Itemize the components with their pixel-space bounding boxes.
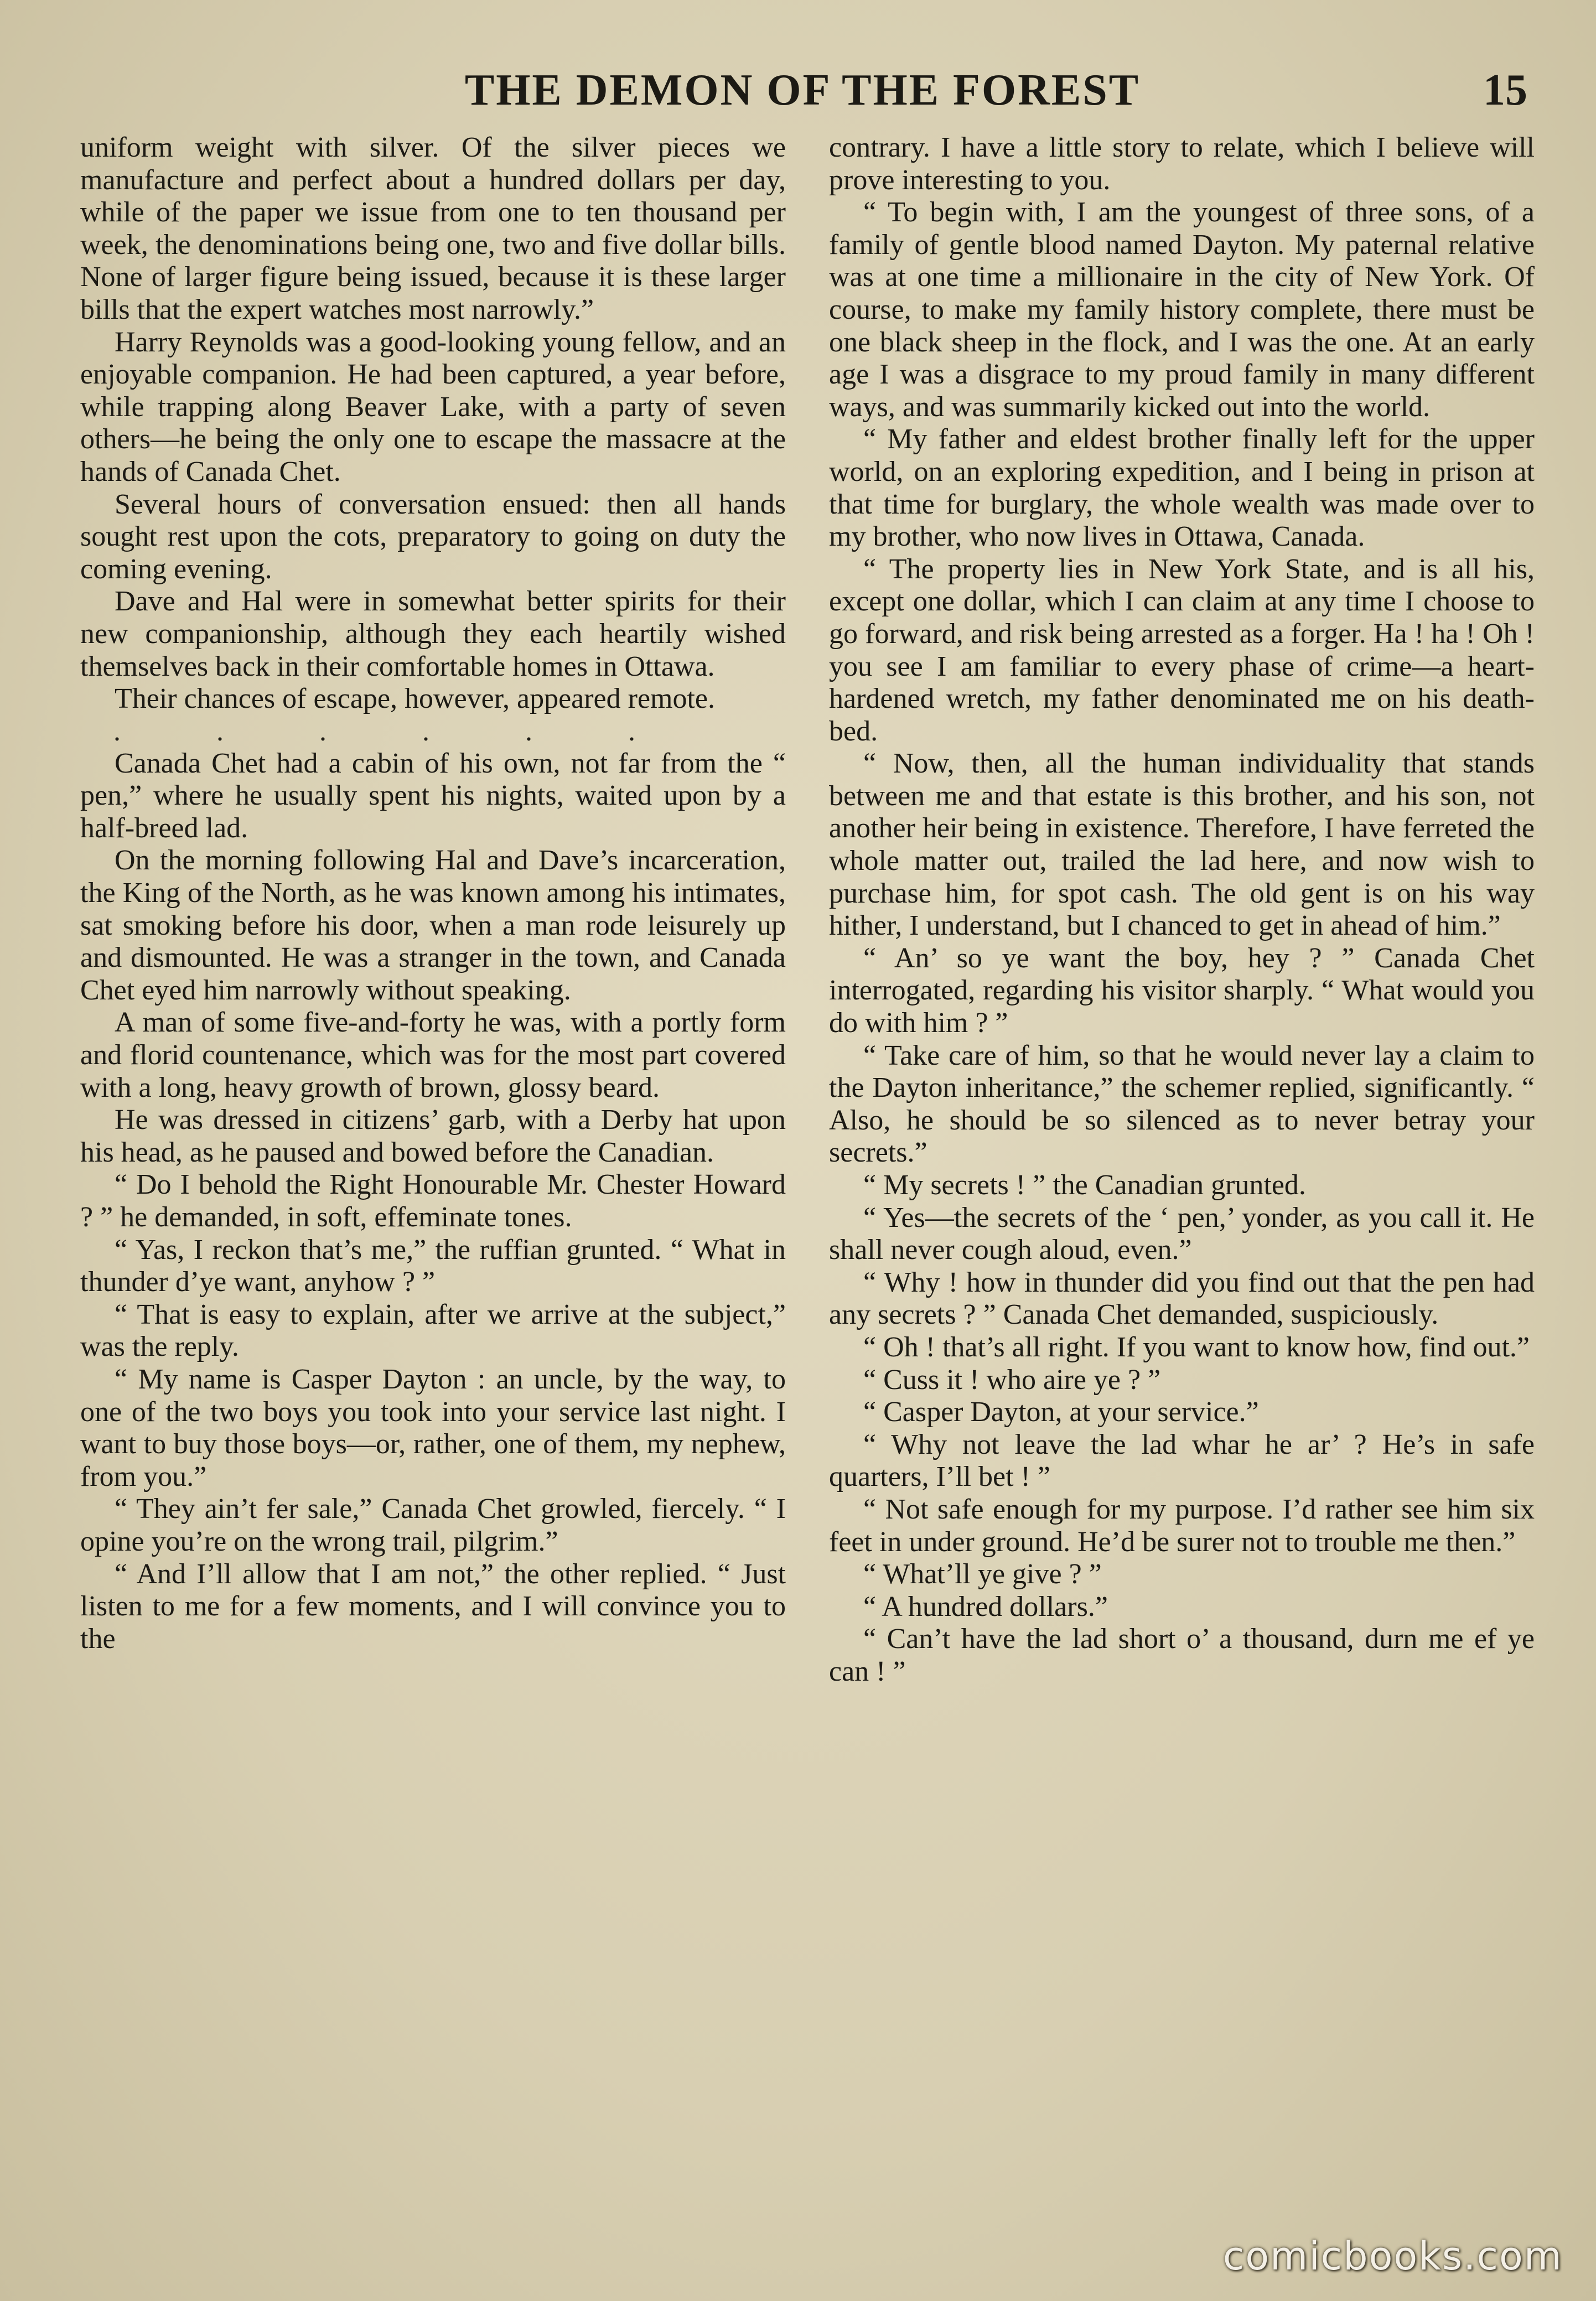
paragraph: Their chances of escape, however, appeared remote.	[115, 683, 715, 715]
paragraph: “ Cuss it ! who aire ye ? ”	[863, 1364, 1161, 1396]
right-column	[829, 132, 1535, 1688]
paragraph: “ Now, then, all the human individuality that stands between me and that estate is this brother, and his son, not another heir being in existence. Therefore, I have ferreted the whole matter out, trailed the lad here, and now wish to purchase him, for spot cash. The old gent is on his way hither, I understand, but I chanced to get in ahead of him.”	[829, 748, 1535, 942]
paragraph: “ Take care of him, so that he would never lay a claim to the Dayton inheritance,” the schemer replied, significantly. “ Also, he should be so silenced as to never betray your secrets.”	[829, 1039, 1535, 1169]
paragraph: “ Casper Dayton, at your service.”	[863, 1396, 1259, 1428]
watermark: comicbooks.com	[1222, 2233, 1563, 2279]
paragraph: “ My secrets ! ” the Canadian grunted.	[863, 1169, 1306, 1201]
paragraph: A man of some five-and-forty he was, with a portly form and florid countenance, which was for the most part covered with a long, heavy growth of brown, glossy beard.	[80, 1007, 786, 1103]
paragraph: “ Why not leave the lad whar he ar’ ? He’s in safe quarters, I’ll bet ! ”	[829, 1428, 1535, 1493]
paragraph: “ A hundred dollars.”	[863, 1590, 1108, 1623]
paragraph: “ To begin with, I am the youngest of three sons, of a family of gentle blood named Dayton. My paternal relative was at one time a millionaire in the city of New York. Of course, to make my family history complete, there must be one black sheep in the flock, and I was the one. At an early age I was a disgrace to my proud family in many different ways, and was summarily kicked out into the world.	[829, 196, 1535, 423]
paragraph: “ And I’ll allow that I am not,” the other replied. “ Just listen to me for a few moments, and I will convince you to the	[80, 1558, 786, 1655]
paragraph: uniform weight with silver. Of the silver pieces we manufacture and perfect about a hundred dollars per day, while of the paper we issue from one to ten thousand per week, the denominations being one, two and five dollar bills. None of larger figure being issued, because it is these larger bills that the expert watches most narrowly.”	[80, 132, 786, 325]
paragraph: “ That is easy to explain, after we arrive at the subject,” was the reply.	[80, 1298, 786, 1363]
paragraph: On the morning following Hal and Dave’s incarceration, the King of the North, as he was known among his intimates, sat smoking before his door, when a man rode leisurely up and dismounted. He was a stranger in the town, and Canada Chet eyed him narrowly without speaking.	[80, 844, 786, 1006]
paragraph: Harry Reynolds was a good-looking young fellow, and an enjoyable companion. He had been captured, a year before, while trapping along Beaver Lake, with a party of seven others—he being the only one to escape the massacre at the hands of Canada Chet.	[80, 326, 786, 488]
page-header	[77, 65, 1527, 126]
paragraph: “ They ain’t fer sale,” Canada Chet growled, fiercely. “ I opine you’re on the wrong trail, pilgrim.”	[80, 1493, 786, 1557]
paragraph: “ Can’t have the lad short o’ a thousand, durn me ef ye can ! ”	[829, 1623, 1535, 1687]
paragraph: “ An’ so ye want the boy, hey ? ” Canada Chet interrogated, regarding his visitor sharply. “ What would you do with him ? ”	[829, 942, 1535, 1039]
paragraph: “ Yes—the secrets of the ‘ pen,’ yonder, as you call it. He shall never cough aloud, even.”	[829, 1201, 1535, 1266]
paragraph: “ Yas, I reckon that’s me,” the ruffian grunted. “ What in thunder d’ye want, anyhow ? ”	[80, 1234, 786, 1298]
paragraph: Dave and Hal were in somewhat better spirits for their new companionship, although they each heartily wished themselves back in their comfortable homes in Ottawa.	[80, 585, 786, 682]
running-title: THE DEMON OF THE FOREST	[464, 66, 1141, 115]
paragraph: “ Why ! how in thunder did you find out that the pen had any secrets ? ” Canada Chet demanded, suspiciously.	[829, 1266, 1535, 1331]
page-number: 15	[1483, 66, 1527, 115]
paragraph: He was dressed in citizens’ garb, with a Derby hat upon his head, as he paused and bowed before the Canadian.	[80, 1104, 786, 1168]
section-break: . . . . . .	[113, 715, 680, 747]
paragraph: “ What’ll ye give ? ”	[863, 1558, 1102, 1590]
paragraph: Canada Chet had a cabin of his own, not far from the “ pen,” where he usually spent his nights, waited upon by a half-breed lad.	[80, 747, 786, 844]
paragraph: Several hours of conversation ensued: then all hands sought rest upon the cots, preparatory to going on duty the coming evening.	[80, 488, 786, 585]
left-column	[80, 132, 786, 1655]
paragraph: “ My father and eldest brother finally left for the upper world, on an exploring expedition, and I being in prison at that time for burglary, the whole wealth was made over to my brother, who now lives in Ottawa, Canada.	[829, 423, 1535, 553]
paragraph: “ Not safe enough for my purpose. I’d rather see him six feet in under ground. He’d be surer not to trouble me then.”	[829, 1493, 1535, 1558]
paragraph: “ The property lies in New York State, and is all his, except one dollar, which I can claim at any time I choose to go forward, and risk being arrested as a forger. Ha ! ha ! Oh ! you see I am familiar to every phase of crime—a heart-hardened wretch, my father denominated me on his death-bed.	[829, 553, 1535, 747]
paragraph: “ Oh ! that’s all right. If you want to know how, find out.”	[863, 1331, 1530, 1363]
paragraph: “ My name is Casper Dayton : an uncle, by the way, to one of the two boys you took into your service last night. I want to buy those boys—or, rather, one of them, my nephew, from you.”	[80, 1363, 786, 1492]
paragraph: “ Do I behold the Right Honourable Mr. Chester Howard ? ” he demanded, in soft, effeminate tones.	[80, 1169, 786, 1233]
paragraph: contrary. I have a little story to relate, which I believe will prove interesting to you.	[829, 132, 1535, 196]
